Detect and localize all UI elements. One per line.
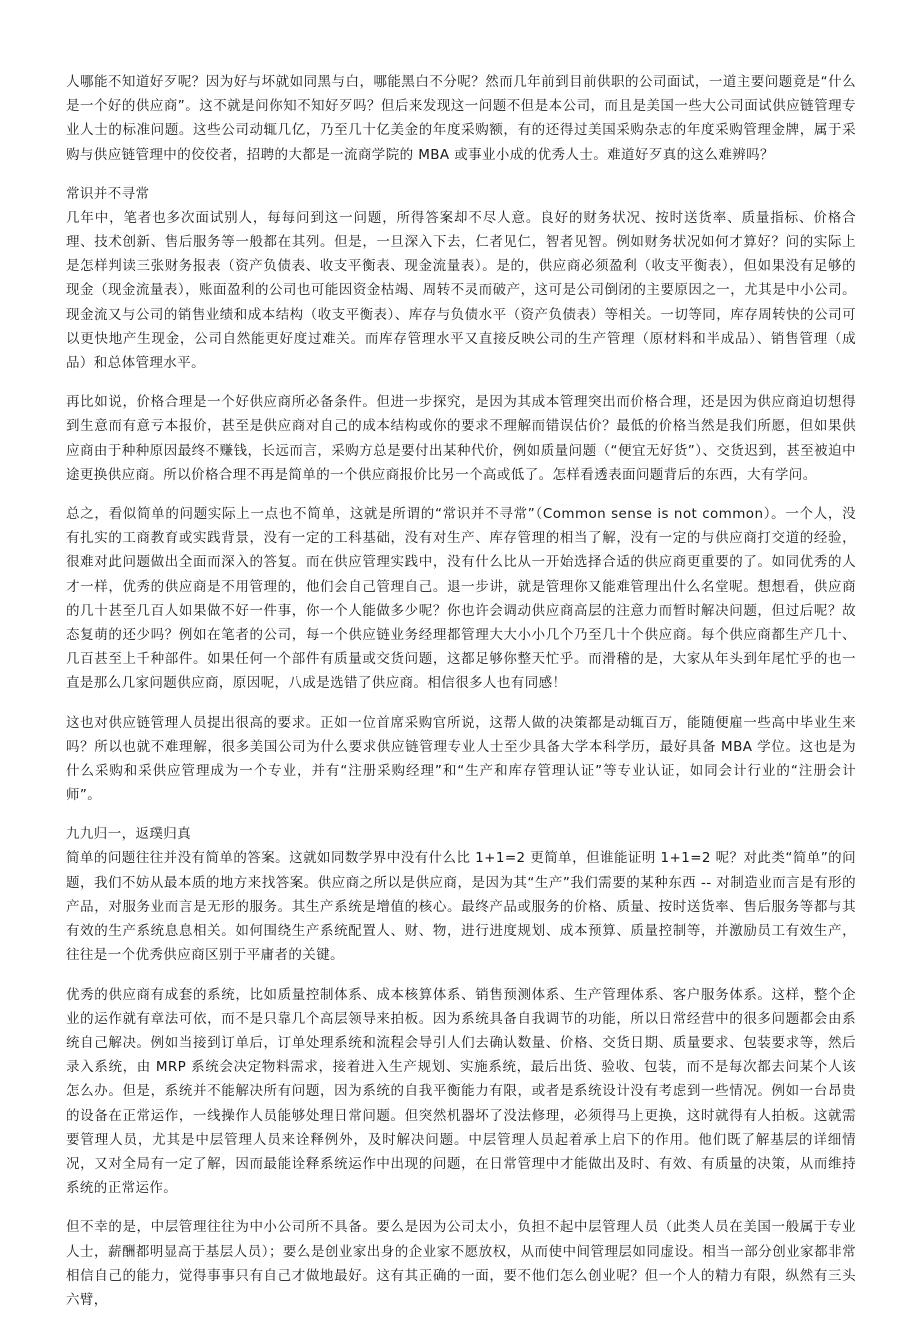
paragraph-simple-answers: 简单的问题往往并没有简单的答案。这就如同数学界中没有什么比 1+1=2 更简单，但谁能证明 1+1=2 呢？对此类“简单”的问题，我们不妨从最本质的地方来找答案。供应商之所以是供应商，是因为其“生产”我们需要的某种东西 -- 对制造业而言是有形的产品，对服务业而言是无形的服务。其生产系统是增值的核心。最终产品或服务的价格、质量、按时送货率、售后服务等都与其有效的生产系统息息相关。如何围绕生产系统配置人、财、物，进行进度规划、成本预算、质量控制等，并激励员工有效生产，往往是一个优秀供应商区别于平庸者的关键。 xyxy=(66,850,856,964)
paragraph-intro: 人哪能不知道好歹呢？因为好与坏就如同黑与白，哪能黑白不分呢？然而几年前到目前供职的公司面试，一道主要问题竟是“什么是一个好的供应商”。这不就是问你知不知好歹吗？但后来发现这一问题不但是本公司，而且是美国一些大公司面试供应链管理专业人士的标准问题。这些公司动辄几亿，乃至几十亿美金的年度采购额，有的还得过美国采购杂志的年度采购管理金牌，属于采购与供应链管理中的佼佼者，招聘的大都是一流商学院的 MBA 或事业小成的优秀人士。难道好歹真的这么难辨吗？ xyxy=(66,74,856,163)
section-heading-common-sense: 常识并不寻常 xyxy=(66,185,150,202)
paragraph-systems: 优秀的供应商有成套的系统，比如质量控制体系、成本核算体系、销售预测体系、生产管理体系、客户服务体系。这样，整个企业的运作就有章法可依，而不是只靠几个高层领导来拍板。因为系统具备自我调节的功能，所以日常经营中的很多问题都会由系统自己解决。例如当接到订单后，订单处理系统和流程会导引人们去确认数量、价格、交货日期、质量要求、包装要求等，然后录入系统，由 MRP 系统会决定物料需求，接着进入生产规划、实施系统，最后出货、验收、包装，而不是每次都去问某个人该怎么办。但是，系统并不能解决所有问题，因为系统的自我平衡能力有限，或者是系统设计没有考虑到一些情况。例如一台昂贵的设备在正常运作，一线操作人员能够处理日常问题。但突然机器坏了没法修理，必须得马上更换，这时就得有人拍板。这就需要管理人员，尤其是中层管理人员来诠释例外，及时解决问题。中层管理人员起着承上启下的作用。他们既了解基层的详细情况，又对全局有一定了解，因而最能诠释系统运作中出现的问题，在日常管理中才能做出及时、有效、有质量的决策，从而维持系统的正常运作。 xyxy=(66,986,856,1197)
paragraph-price: 再比如说，价格合理是一个好供应商所必备条件。但进一步探究，是因为其成本管理突出而价格合理，还是因为供应商迫切想得到生意而有意亏本报价，甚至是供应商对自己的成本结构或你的要求不理解而错误估价？最低的价格当然是我们所愿，但如果供应商由于种种原因最终不赚钱，长远而言，采购方总是要付出某种代价，例如质量问题（“便宜无好货”）、交货迟到，甚至被迫中途更换供应商。所以价格合理不再是简单的一个供应商报价比另一个高或低了。怎样看透表面问题背后的东西，大有学问。 xyxy=(66,394,856,483)
section-heading-back-to-basics: 九九归一，返璞归真 xyxy=(66,826,192,843)
paragraph-requirements: 这也对供应链管理人员提出很高的要求。正如一位首席采购官所说，这帮人做的决策都是动辄百万，能随便雇一些高中毕业生来吗？所以也就不难理解，很多美国公司为什么要求供应链管理专业人士至少具备大学本科学历，最好具备 MBA 学位。这也是为什么采购和采供应管理成为一个专业，并有“注册采购经理”和“生产和库存管理认证”等专业认证，如同会计行业的“注册会计师”。 xyxy=(66,714,856,804)
paragraph-summary: 总之，看似简单的问题实际上一点也不简单，这就是所谓的“常识并不寻常”（Common sense is not common）。一个人，没有扎实的工商教育或实践背景，没有一定的工科基础，没有对生产、库存管理的相当了解，没有一定的与供应商打交道的经验，很难对此问题做出全面而深入的答复。而在供应管理实践中，没有什么比从一开始选择合适的供应商更重要的了。如同优秀的人才一样，优秀的供应商是不用管理的，他们会自己管理自己。退一步讲，就是管理你又能难管理出什么名堂呢。想想看，供应商的几十甚至几百人如果做不好一件事，你一个人能做多少呢？你也许会调动供应商高层的注意力而暂时解决问题，但过后呢？故态复萌的还少吗？例如在笔者的公司，每一个供应链业务经理都管理大大小小几个乃至几十个供应商。每个供应商都生产几十、几百甚至上千种部件。如果任何一个部件有质量或交货问题，这都足够你整天忙乎。而滑稽的是，大家从年头到年尾忙乎的也一直是那么几家问题供应商，原因呢，八成是选错了供应商。相信很多人也有同感！ xyxy=(66,506,856,692)
paragraph-middle-management: 但不幸的是，中层管理往往为中小公司所不具备。要么是因为公司太小，负担不起中层管理人员（此类人员在美国一般属于专业人士，薪酬都明显高于基层人员）；要么是创业家出身的企业家不愿放权，从而使中间管理层如同虚设。相当一部分创业家都非常相信自己的能力，觉得事事只有自己才做地最好。这有其正确的一面，要不他们怎么创业呢？但一个人的精力有限，纵然有三头六臂， xyxy=(66,1219,856,1308)
document-page xyxy=(66,70,856,1327)
paragraph-financial: 几年中，笔者也多次面试别人，每每问到这一问题，所得答案却不尽人意。良好的财务状况、按时送货率、质量指标、价格合理、技术创新、售后服务等一般都在其列。但是，一旦深入下去，仁者见仁，智者见智。例如财务状况如何才算好？问的实际上是怎样判读三张财务报表（资产负债表、收支平衡表、现金流量表）。是的，供应商必须盈利（收支平衡表），但如果没有足够的现金（现金流量表），账面盈利的公司也可能因资金枯竭、周转不灵而破产，这可是公司倒闭的主要原因之一，尤其是中小公司。现金流又与公司的销售业绩和成本结构（收支平衡表）、库存与负债水平（资产负债表）等相关。一切等同，库存周转快的公司可以更快地产生现金，公司自然能更好度过难关。而库存管理水平又直接反映公司的生产管理（原材料和半成品）、销售管理（成品）和总体管理水平。 xyxy=(66,209,856,372)
